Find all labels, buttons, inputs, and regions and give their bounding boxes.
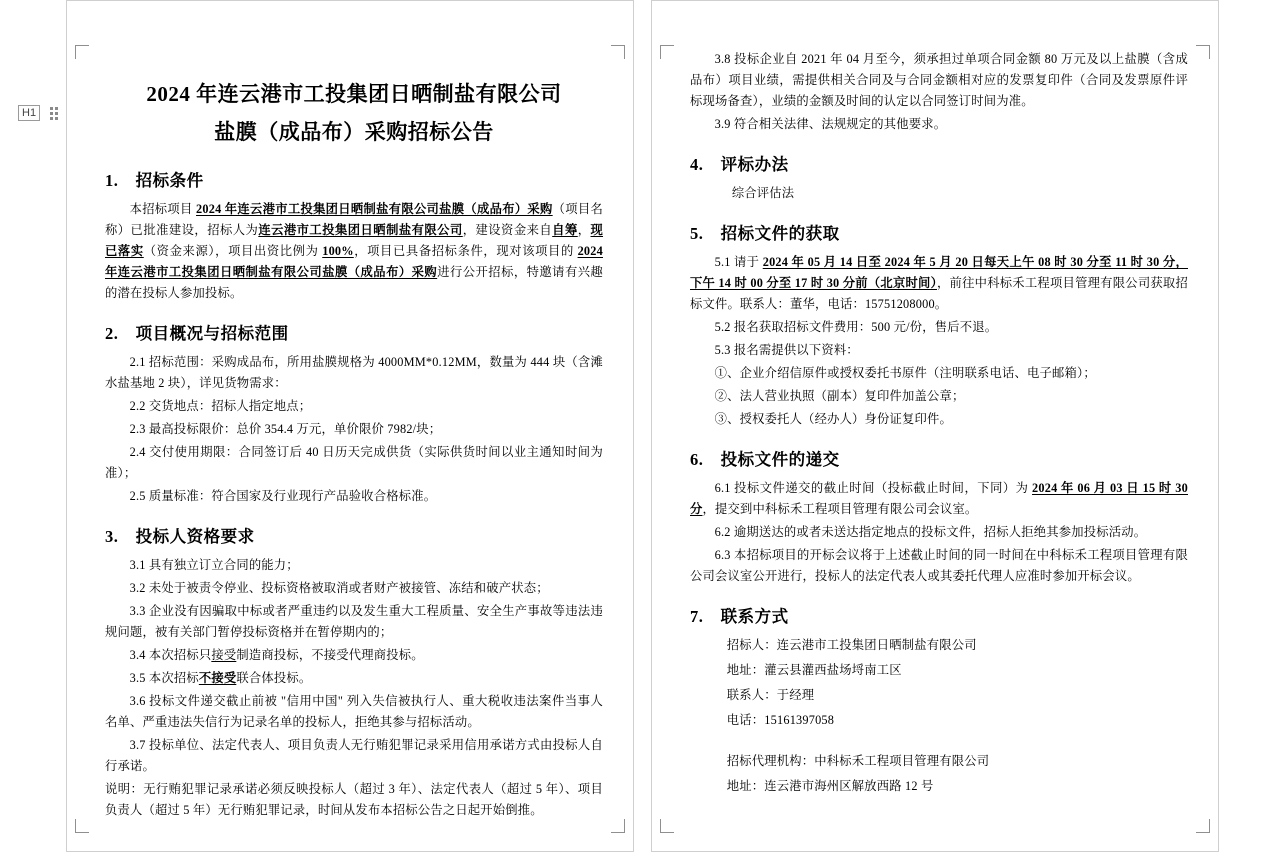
section-title-4: 评标办法 (720, 155, 789, 174)
document-page-1 (66, 0, 634, 852)
section-heading-2 (105, 320, 603, 344)
crop-mark-top-right (611, 45, 625, 59)
heading-level-icon[interactable]: H1 (18, 105, 40, 121)
section-title-5: 招标文件的获取 (720, 224, 840, 243)
paragraph-2-1: 2.1 招标范围：采购成品布，所用盐膜规格为 4000MM*0.12MM，数量为 444 块（含滩水盐基地 2 块），详见货物需求： (105, 355, 603, 390)
section-number-2: 2. (105, 324, 119, 343)
paragraph-5-3-item-1: ①、企业介绍信原件或授权委托书原件（注明联系电话、电子邮箱）； (714, 366, 1096, 380)
paragraph-5-2: 5.2 报名获取招标文件费用：500 元/份，售后不退。 (714, 320, 998, 334)
paragraph-3-8: 3.8 投标企业自 2021 年 04 月至今，须承担过单项合同金额 80 万元及以上盐膜（含成品布）项目业绩，需提供相关合同及与合同金额相对应的发票复印件（合同及发票原件评标现场备查），业绩的金额及时间的认定以合同签订时间为准。 (690, 52, 1188, 108)
contact-row (727, 710, 1188, 731)
section-number-4: 4. (690, 155, 704, 174)
page-2-content (690, 49, 1188, 801)
contact-row (727, 751, 1188, 772)
contact-label: 招标代理机构： (726, 754, 815, 768)
section-heading-4 (690, 151, 1188, 175)
contact-row (727, 635, 1188, 656)
paragraph-3-2: 3.2 未处于被责令停业、投标资格被取消或者财产被接管、冻结和破产状态； (129, 581, 549, 595)
paragraph-3-5: 3.5 本次招标不接受联合体投标。 (129, 671, 312, 685)
paragraph-6-3: 6.3 本招标项目的开标会议将于上述截止时间的同一时间在中科标禾工程项目管理有限公司会议室公开进行，投标人的法定代表人或其委托代理人应准时参加开标会议。 (690, 548, 1188, 583)
section-title-2: 项目概况与招标范围 (135, 324, 289, 343)
section-heading-6 (690, 446, 1188, 470)
contact-label: 地址： (726, 663, 765, 677)
paragraph-1-1: 本招标项目 2024 年连云港市工投集团日晒制盐有限公司盐膜（成品布）采购（项目名称）已批准建设，招标人为连云港市工投集团日晒制盐有限公司，建设资金来自自筹，现已落实（资金来源），项目出资比例为 100%，项目已具备招标条件，现对该项目的 2024 年连云港市工投集团日晒制盐有限公司盐膜（成品布）采购进行公开招标，特邀请有兴趣的潜在投标人参加投标。 (105, 202, 604, 300)
section-heading-5 (690, 220, 1188, 244)
contact-block-tenderer (690, 635, 1188, 731)
contact-value: 15161397058 (764, 713, 835, 727)
paragraph-3-1: 3.1 具有独立订立合同的能力； (129, 558, 299, 572)
paragraph-2-4: 2.4 交付使用期限：合同签订后 40 日历天完成供货（实际供货时间以业主通知时间为准）； (105, 445, 603, 480)
page-1-content (105, 53, 603, 823)
contact-label: 电话： (726, 713, 765, 727)
gutter-toolbar[interactable] (18, 105, 58, 121)
paragraph-2-5: 2.5 质量标准：符合国家及行业现行产品验收合格标准。 (129, 489, 437, 503)
crop-mark-top-left (75, 45, 89, 59)
section-heading-7 (690, 603, 1188, 627)
paragraph-5-1: 5.1 请于 2024 年 05 月 14 日至 2024 年 5 月 20 日每天上午 08 时 30 分至 11 时 30 分，下午 14 时 00 分至 17 时 30 分前（北京时间），前往中科标禾工程项目管理有限公司获取招标文件。联系人：董华，电话：15751208000。 (690, 255, 1188, 311)
paragraph-3-9: 3.9 符合相关法律、法规规定的其他要求。 (714, 117, 947, 131)
crop-mark-top-right-2 (1196, 45, 1210, 59)
paragraph-5-3-item-3: ③、授权委托人（经办人）身份证复印件。 (714, 412, 953, 426)
page-title-line-2: 盐膜（成品布）采购招标公告 (214, 120, 494, 144)
crop-mark-bottom-right (611, 819, 625, 833)
contact-value: 中科标禾工程项目管理有限公司 (814, 754, 990, 768)
crop-mark-bottom-left-2 (660, 819, 674, 833)
contact-value: 于经理 (776, 688, 815, 702)
section-number-3: 3. (105, 527, 119, 546)
page-title (105, 75, 603, 151)
section-heading-1 (105, 167, 603, 191)
section-number-6: 6. (690, 450, 704, 469)
section-title-3: 投标人资格要求 (135, 527, 255, 546)
section-number-5: 5. (690, 224, 704, 243)
grid-handle-icon[interactable] (50, 107, 58, 120)
paragraph-6-2: 6.2 逾期送达的或者未送达指定地点的投标文件，招标人拒绝其参加投标活动。 (714, 525, 1147, 539)
contact-label: 招标人： (726, 638, 777, 652)
section-heading-3 (105, 523, 603, 547)
document-page-2 (651, 0, 1219, 852)
paragraph-2-3: 2.3 最高投标限价：总价 354.4 万元，单价限价 7982/块； (129, 422, 442, 436)
contact-value: 连云港市工投集团日晒制盐有限公司 (776, 638, 977, 652)
paragraph-3-3: 3.3 企业没有因骗取中标或者严重违约以及发生重大工程质量、安全生产事故等违法违规问题，被有关部门暂停投标资格并在暂停期内的； (105, 604, 603, 639)
contact-label: 地址： (726, 779, 765, 793)
crop-mark-bottom-left (75, 819, 89, 833)
contact-label: 联系人： (726, 688, 777, 702)
paragraph-3-7-note: 说明：无行贿犯罪记录承诺必须反映投标人（超过 3 年）、法定代表人（超过 5 年）、项目负责人（超过 5 年）无行贿犯罪记录，时间从发布本招标公告之日起开始倒推。 (105, 782, 603, 817)
paragraph-6-1: 6.1 投标文件递交的截止时间（投标截止时间，下同）为 2024 年 06 月 03 日 15 时 30 分，提交到中科标禾工程项目管理有限公司会议室。 (690, 481, 1188, 516)
paragraph-3-7: 3.7 投标单位、法定代表人、项目负责人无行贿犯罪记录采用信用承诺方式由投标人自行承诺。 (105, 738, 603, 773)
paragraph-3-6: 3.6 投标文件递交截止前被 "信用中国" 列入失信被执行人、重大税收违法案件当事人名单、严重违法失信行为记录名单的投标人，拒绝其参与招标活动。 (105, 694, 603, 729)
page-title-line-1: 2024 年连云港市工投集团日晒制盐有限公司 (146, 82, 562, 106)
paragraph-2-2: 2.2 交货地点：招标人指定地点； (129, 399, 312, 413)
contact-value: 灌云县灌西盐场埒南工区 (764, 663, 902, 677)
crop-mark-top-left-2 (660, 45, 674, 59)
paragraph-5-3-item-2: ②、法人营业执照（副本）复印件加盖公章； (714, 389, 965, 403)
contact-block-agency (690, 751, 1188, 797)
section-title-6: 投标文件的递交 (720, 450, 840, 469)
crop-mark-bottom-right-2 (1196, 819, 1210, 833)
paragraph-4-1: 综合评估法 (731, 186, 795, 200)
section-number-1: 1. (105, 171, 119, 190)
section-title-1: 招标条件 (135, 171, 204, 190)
contact-row (727, 776, 1188, 797)
contact-row (727, 660, 1188, 681)
paragraph-3-4: 3.4 本次招标只接受制造商投标，不接受代理商投标。 (129, 648, 424, 662)
contact-value: 连云港市海州区解放西路 12 号 (764, 779, 934, 793)
section-title-7: 联系方式 (720, 607, 789, 626)
paragraph-5-3: 5.3 报名需提供以下资料： (714, 343, 859, 357)
section-number-7: 7. (690, 607, 704, 626)
contact-row (727, 685, 1188, 706)
